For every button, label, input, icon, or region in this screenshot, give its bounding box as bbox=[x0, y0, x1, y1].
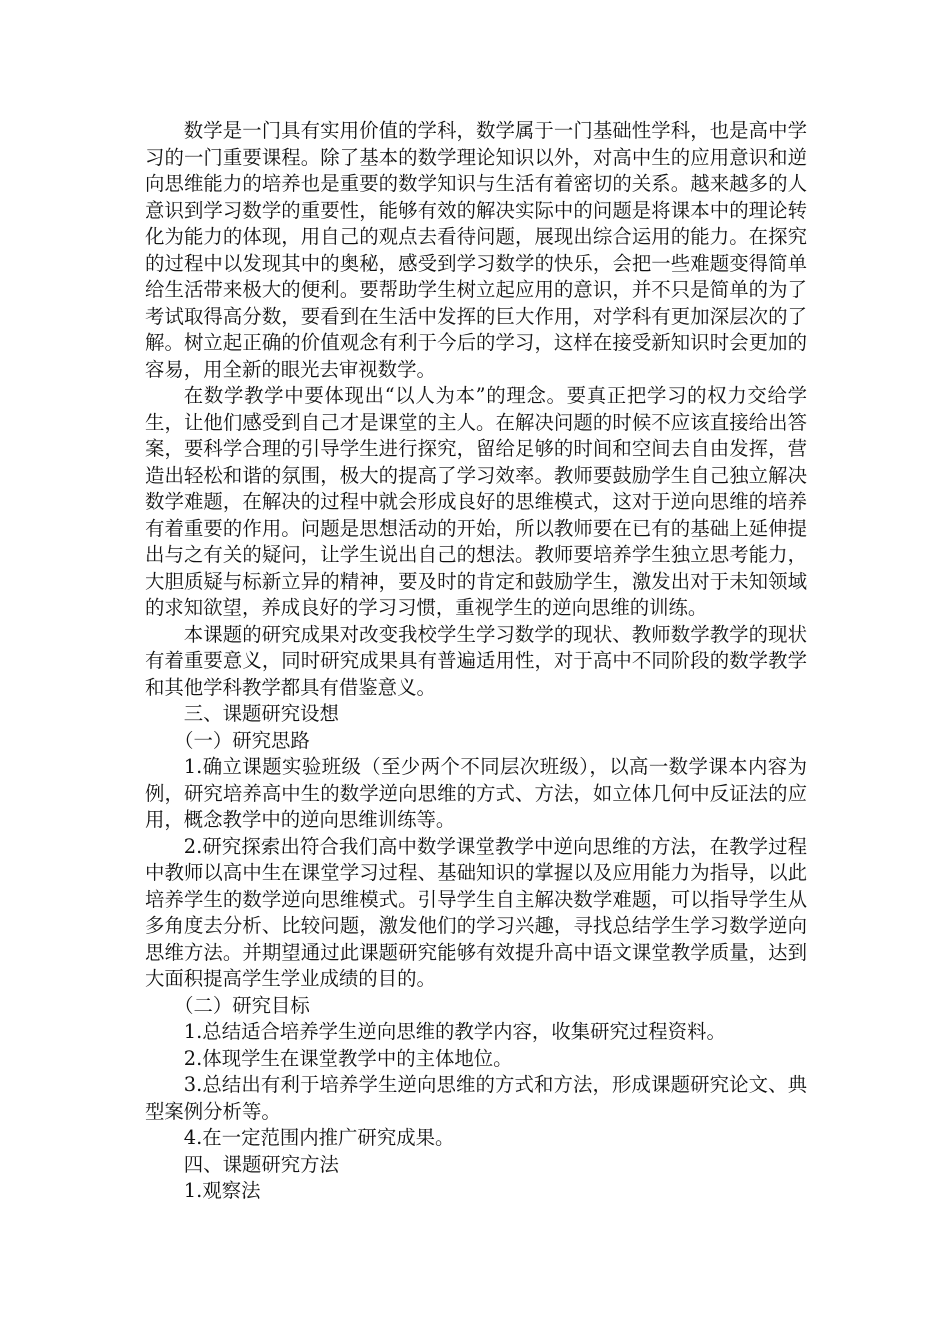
list-item-goal-1: 1.总结适合培养学生逆向思维的教学内容，收集研究过程资料。 bbox=[183, 1020, 726, 1043]
list-item-goal-4: 4.在一定范围内推广研究成果。 bbox=[183, 1126, 455, 1149]
list-item-method-1: 1.观察法 bbox=[183, 1179, 261, 1202]
section-heading-research-methods: 四、课题研究方法 bbox=[183, 1152, 339, 1176]
list-item-idea-2: 2.研究探索出符合我们高中数学课堂教学中逆向思维的方法，在教学过程中教师以高中生在课堂学习过程、基础知识的掌握以及应用能力为指导，以此培养学生的数学逆向思维模式。引导学生自主解决数学难题，可以指导学生从多角度去分析、比较问题，激发他们的学习兴趣，寻找总结学生学习数学逆向思维方法。并期望通过此课题研究能够有效提升高中语文课堂教学质量，达到大面积提高学生学业成绩的目的。 bbox=[145, 834, 807, 990]
list-item-goal-2: 2.体现学生在课堂教学中的主体地位。 bbox=[183, 1046, 513, 1070]
subsection-heading-research-idea: （一）研究思路 bbox=[174, 728, 310, 752]
document-body bbox=[145, 118, 807, 1205]
list-item-idea-1: 1.确立课题实验班级（至少两个不同层次班级），以高一数学课本内容为例，研究培养高中生的数学逆向思维的方式、方法，如立体几何中反证法的应用，概念教学中的逆向思维训练等。 bbox=[145, 755, 807, 831]
paragraph-intro: 数学是一门具有实用价值的学科，数学属于一门基础性学科，也是高中学习的一门重要课程。除了基本的数学理论知识以外，对高中生的应用意识和逆向思维能力的培养也是重要的数学知识与生活有着密切的关系。越来越多的人意识到学习数学的重要性，能够有效的解决实际中的问题是将课本中的理论转化为能力的体现，用自己的观点去看待问题，展现出综合运用的能力。在探究的过程中以发现其中的奥秘，感受到学习数学的快乐，会把一些难题变得简单给生活带来极大的便利。要帮助学生树立起应用的意识，并不只是简单的为了考试取得高分数，要看到在生活中发挥的巨大作用，对学科有更加深层次的了解。树立起正确的价值观念有利于今后的学习，这样在接受新知识时会更加的容易，用全新的眼光去审视数学。 bbox=[145, 119, 807, 381]
paragraph-significance: 本课题的研究成果对改变我校学生学习数学的现状、教师数学教学的现状有着重要意义，同时研究成果具有普遍适用性，对于高中不同阶段的数学教学和其他学科教学都具有借鉴意义。 bbox=[145, 622, 807, 699]
list-item-goal-3: 3.总结出有利于培养学生逆向思维的方式和方法，形成课题研究论文、典型案例分析等。 bbox=[145, 1073, 807, 1123]
subsection-heading-research-goals: （二）研究目标 bbox=[174, 993, 310, 1017]
section-heading-research-plan: 三、课题研究设想 bbox=[183, 702, 339, 725]
paragraph-people-oriented: 在数学教学中要体现出“以人为本”的理念。要真正把学习的权力交给学生，让他们感受到自己才是课堂的主人。在解决问题的时候不应该直接给出答案，要科学合理的引导学生进行探究，留给足够的时间和空间去自由发挥，营造出轻松和谐的氛围，极大的提高了学习效率。教师要鼓励学生自己独立解决数学难题，在解决的过程中就会形成良好的思维模式，这对于逆向思维的培养有着重要的作用。问题是思想活动的开始，所以教师要在已有的基础上延伸提出与之有关的疑问，让学生说出自己的想法。教师要培养学生独立思考能力，大胆质疑与标新立异的精神，要及时的肯定和鼓励学生，激发出对于未知领域的求知欲望，养成良好的学习习惯，重视学生的逆向思维的训练。 bbox=[145, 384, 807, 619]
